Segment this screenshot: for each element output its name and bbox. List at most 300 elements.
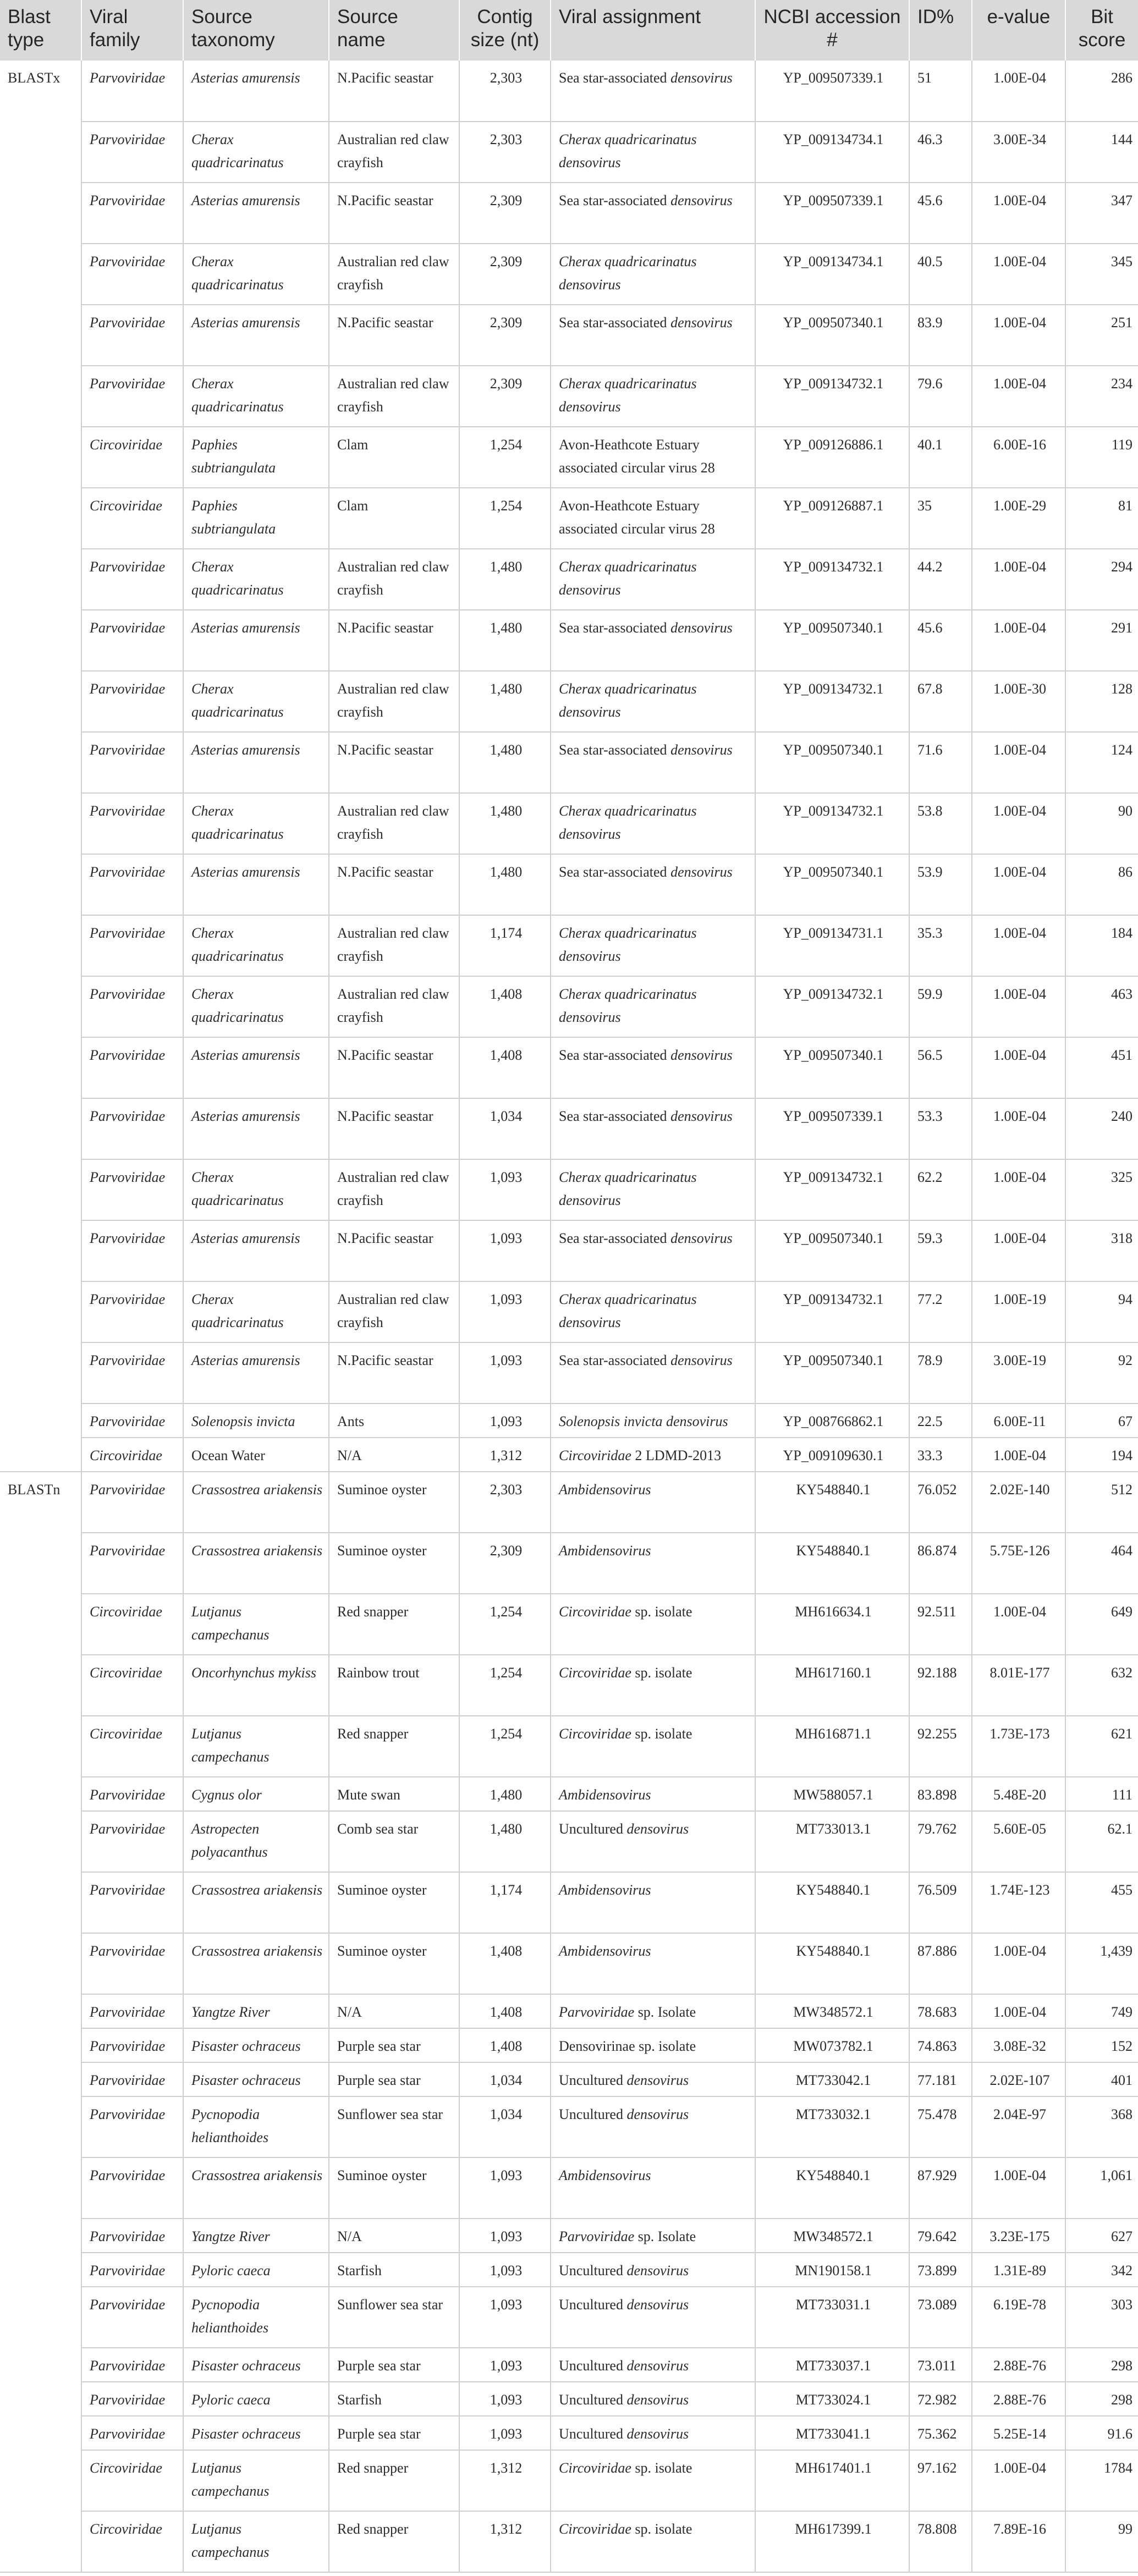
e-value-cell: 5.25E-14 <box>972 2416 1065 2450</box>
blast-type-cell <box>0 2382 81 2416</box>
viral-assignment-italic: densovirus <box>670 864 733 880</box>
table-row <box>0 1716 1138 1777</box>
table-row <box>0 2028 1138 2062</box>
table-row <box>0 183 1138 244</box>
viral-assignment-cell <box>551 427 755 488</box>
blast-type-cell <box>0 1811 81 1872</box>
source-taxonomy-cell: Asterias amurensis <box>183 1098 329 1159</box>
contig-size-cell: 2,309 <box>459 183 551 244</box>
ncbi-accession-cell: YP_009507340.1 <box>755 732 909 793</box>
source-name-cell: N.Pacific seastar <box>329 60 459 122</box>
source-taxonomy-cell: Cherax quadricarinatus <box>183 1281 329 1342</box>
e-value-cell: 2.88E-76 <box>972 2348 1065 2382</box>
e-value-cell: 1.00E-04 <box>972 915 1065 976</box>
blast-type-cell <box>0 1533 81 1594</box>
source-name-cell: Suminoe oyster <box>329 1933 459 1994</box>
contig-size-cell: 2,303 <box>459 122 551 183</box>
id-percent-cell: 77.181 <box>909 2062 972 2096</box>
bit-score-cell: 144 <box>1065 122 1138 183</box>
blast-type-cell <box>0 1403 81 1438</box>
blast-type-cell: BLASTn <box>8 1482 61 1498</box>
bit-score-cell: 128 <box>1065 671 1138 732</box>
contig-size-cell: 1,254 <box>459 1655 551 1716</box>
source-taxonomy-cell: Cherax quadricarinatus <box>183 366 329 427</box>
viral-assignment-cell <box>551 2028 755 2062</box>
id-percent-cell: 79.6 <box>909 366 972 427</box>
viral-assignment-italic: Cherax quadricarinatus densovirus <box>559 1291 697 1330</box>
table-row <box>0 671 1138 732</box>
e-value-cell: 1.00E-04 <box>972 2157 1065 2219</box>
ncbi-accession-cell: YP_009134734.1 <box>755 122 909 183</box>
contig-size-cell: 1,312 <box>459 2511 551 2572</box>
viral-assignment-cell <box>551 2096 755 2157</box>
bit-score-cell: 94 <box>1065 1281 1138 1342</box>
contig-size-cell: 2,303 <box>459 1472 551 1533</box>
blast-type-cell <box>0 183 81 244</box>
viral-assignment-text: Avon-Heathcote Estuary associated circular virus 28 <box>559 437 715 476</box>
blast-type-cell <box>0 1872 81 1933</box>
bit-score-cell: 90 <box>1065 793 1138 854</box>
table-row <box>0 549 1138 610</box>
source-name-cell: Red snapper <box>329 2511 459 2572</box>
source-name-cell: Australian red claw crayfish <box>329 793 459 854</box>
source-taxonomy-cell: Yangtze River <box>183 1994 329 2028</box>
viral-assignment-italic: Circoviridae <box>559 1665 631 1681</box>
table-row <box>0 1438 1138 1472</box>
source-name-cell: N.Pacific seastar <box>329 1037 459 1098</box>
viral-family-cell: Parvoviridae <box>81 2028 183 2062</box>
id-percent-cell: 53.9 <box>909 854 972 915</box>
bit-score-cell: 91.6 <box>1065 2416 1138 2450</box>
e-value-cell: 5.48E-20 <box>972 1777 1065 1811</box>
viral-family-cell: Circoviridae <box>81 2450 183 2511</box>
contig-size-cell: 1,312 <box>459 1438 551 1472</box>
contig-size-cell: 1,174 <box>459 915 551 976</box>
ncbi-accession-cell: YP_009507340.1 <box>755 610 909 671</box>
bit-score-cell: 251 <box>1065 305 1138 366</box>
id-percent-cell: 74.863 <box>909 2028 972 2062</box>
viral-assignment-italic: densovirus <box>670 315 733 331</box>
bit-score-cell: 286 <box>1065 60 1138 122</box>
source-name-cell: N.Pacific seastar <box>329 183 459 244</box>
source-taxonomy-cell: Asterias amurensis <box>183 60 329 122</box>
source-taxonomy-cell: Crassostrea ariakensis <box>183 2157 329 2219</box>
viral-assignment-text: Uncultured <box>559 2358 627 2374</box>
viral-assignment-cell <box>551 671 755 732</box>
source-name-cell: N.Pacific seastar <box>329 610 459 671</box>
viral-assignment-text: Uncultured <box>559 2263 627 2278</box>
id-percent-cell: 40.1 <box>909 427 972 488</box>
blast-type-cell <box>0 610 81 671</box>
source-taxonomy-cell: Asterias amurensis <box>183 854 329 915</box>
viral-assignment-cell <box>551 1594 755 1655</box>
viral-assignment-text: Sea star-associated <box>559 1352 671 1368</box>
contig-size-cell: 2,303 <box>459 60 551 122</box>
viral-family-cell: Circoviridae <box>81 1438 183 1472</box>
viral-assignment-text: Sea star-associated <box>559 742 671 758</box>
viral-assignment-italic: densovirus <box>626 2426 689 2442</box>
ncbi-accession-cell: KY548840.1 <box>755 1872 909 1933</box>
viral-assignment-cell <box>551 1438 755 1472</box>
viral-assignment-cell <box>551 732 755 793</box>
contig-size-cell: 1,093 <box>459 2219 551 2253</box>
ncbi-accession-cell: YP_008766862.1 <box>755 1403 909 1438</box>
viral-assignment-cell <box>551 2253 755 2287</box>
viral-assignment-text: Sea star-associated <box>559 620 671 636</box>
viral-assignment-cell <box>551 183 755 244</box>
viral-assignment-suffix: 2 LDMD-2013 <box>631 1447 722 1463</box>
id-percent-cell: 75.478 <box>909 2096 972 2157</box>
viral-assignment-text: Uncultured <box>559 1821 627 1837</box>
viral-family-cell: Parvoviridae <box>81 1872 183 1933</box>
blast-type-cell <box>0 1098 81 1159</box>
contig-size-cell: 1,093 <box>459 1342 551 1403</box>
ncbi-accession-cell: YP_009507340.1 <box>755 1220 909 1281</box>
contig-size-cell: 1,312 <box>459 2450 551 2511</box>
blast-type-cell <box>0 1594 81 1655</box>
source-name-cell: N.Pacific seastar <box>329 732 459 793</box>
contig-size-cell: 1,408 <box>459 2028 551 2062</box>
blast-type-cell <box>0 915 81 976</box>
contig-size-cell: 1,034 <box>459 1098 551 1159</box>
id-percent-cell: 72.982 <box>909 2382 972 2416</box>
blast-type-cell <box>0 2450 81 2511</box>
viral-assignment-cell <box>551 305 755 366</box>
source-taxonomy-cell: Cherax quadricarinatus <box>183 1159 329 1220</box>
id-percent-cell: 78.808 <box>909 2511 972 2572</box>
viral-family-cell: Parvoviridae <box>81 2382 183 2416</box>
contig-size-cell: 1,480 <box>459 854 551 915</box>
contig-size-cell: 1,480 <box>459 671 551 732</box>
ncbi-accession-cell: MT733024.1 <box>755 2382 909 2416</box>
header-id-percent: ID% <box>909 0 972 60</box>
header-source-name: Source name <box>329 0 459 60</box>
id-percent-cell: 92.188 <box>909 1655 972 1716</box>
id-percent-cell: 97.162 <box>909 2450 972 2511</box>
blast-type-cell <box>0 1281 81 1342</box>
viral-family-cell: Parvoviridae <box>81 2219 183 2253</box>
bit-score-cell: 512 <box>1065 1472 1138 1533</box>
blast-type-cell <box>0 1994 81 2028</box>
header-ncbi-accession: NCBI accession # <box>755 0 909 60</box>
source-taxonomy-cell: Lutjanus campechanus <box>183 1716 329 1777</box>
bit-score-cell: 1,061 <box>1065 2157 1138 2219</box>
source-taxonomy-cell: Crassostrea ariakensis <box>183 1472 329 1533</box>
ncbi-accession-cell: MT733013.1 <box>755 1811 909 1872</box>
viral-assignment-italic: densovirus <box>626 2263 689 2278</box>
e-value-cell: 1.00E-04 <box>972 60 1065 122</box>
source-name-cell: Suminoe oyster <box>329 1533 459 1594</box>
header-source-taxonomy: Source taxonomy <box>183 0 329 60</box>
source-taxonomy-cell: Ocean Water <box>183 1438 329 1472</box>
viral-assignment-cell <box>551 1342 755 1403</box>
viral-assignment-text: Uncultured <box>559 2106 627 2122</box>
header-contig-size: Contig size (nt) <box>459 0 551 60</box>
source-name-cell: N.Pacific seastar <box>329 1098 459 1159</box>
e-value-cell: 1.00E-04 <box>972 1594 1065 1655</box>
e-value-cell: 3.23E-175 <box>972 2219 1065 2253</box>
viral-assignment-cell <box>551 1655 755 1716</box>
source-name-cell: Red snapper <box>329 1594 459 1655</box>
blast-type-cell <box>0 1777 81 1811</box>
id-percent-cell: 92.255 <box>909 1716 972 1777</box>
blast-type-cell <box>0 2028 81 2062</box>
table-row <box>0 1533 1138 1594</box>
e-value-cell: 5.75E-126 <box>972 1533 1065 1594</box>
e-value-cell: 1.00E-04 <box>972 244 1065 305</box>
e-value-cell: 2.02E-140 <box>972 1472 1065 1533</box>
source-name-cell: Australian red claw crayfish <box>329 122 459 183</box>
viral-family-cell: Parvoviridae <box>81 2287 183 2348</box>
viral-assignment-italic: densovirus <box>670 1047 733 1063</box>
source-taxonomy-cell: Cherax quadricarinatus <box>183 122 329 183</box>
viral-family-cell: Parvoviridae <box>81 305 183 366</box>
source-name-cell: N.Pacific seastar <box>329 305 459 366</box>
blast-type-cell <box>0 732 81 793</box>
id-percent-cell: 73.089 <box>909 2287 972 2348</box>
viral-assignment-italic: Cherax quadricarinatus densovirus <box>559 376 697 415</box>
viral-assignment-italic: densovirus <box>670 1230 733 1246</box>
source-taxonomy-cell: Lutjanus campechanus <box>183 2511 329 2572</box>
viral-family-cell: Parvoviridae <box>81 2416 183 2450</box>
contig-size-cell: 1,093 <box>459 2253 551 2287</box>
table-row <box>0 2287 1138 2348</box>
source-taxonomy-cell: Pisaster ochraceus <box>183 2062 329 2096</box>
blast-type-cell <box>0 1220 81 1281</box>
bit-score-cell: 81 <box>1065 488 1138 549</box>
source-name-cell: Purple sea star <box>329 2416 459 2450</box>
e-value-cell: 3.00E-34 <box>972 122 1065 183</box>
viral-assignment-cell <box>551 1872 755 1933</box>
blast-type-cell <box>0 1933 81 1994</box>
viral-assignment-cell <box>551 2287 755 2348</box>
id-percent-cell: 45.6 <box>909 183 972 244</box>
blast-type-cell <box>0 427 81 488</box>
viral-family-cell: Parvoviridae <box>81 1037 183 1098</box>
bit-score-cell: 368 <box>1065 2096 1138 2157</box>
ncbi-accession-cell: YP_009507340.1 <box>755 305 909 366</box>
viral-assignment-cell <box>551 488 755 549</box>
viral-family-cell: Parvoviridae <box>81 2062 183 2096</box>
id-percent-cell: 56.5 <box>909 1037 972 1098</box>
blast-type-cell <box>0 488 81 549</box>
id-percent-cell: 62.2 <box>909 1159 972 1220</box>
ncbi-accession-cell: MH617401.1 <box>755 2450 909 2511</box>
source-taxonomy-cell: Asterias amurensis <box>183 1037 329 1098</box>
table-row <box>0 1098 1138 1159</box>
viral-assignment-cell <box>551 2450 755 2511</box>
table-row <box>0 2511 1138 2572</box>
blast-type-cell <box>0 2219 81 2253</box>
viral-assignment-cell <box>551 1777 755 1811</box>
blast-type-cell <box>0 305 81 366</box>
table-row <box>0 1872 1138 1933</box>
contig-size-cell: 1,093 <box>459 2348 551 2382</box>
contig-size-cell: 1,254 <box>459 488 551 549</box>
viral-family-cell: Parvoviridae <box>81 976 183 1037</box>
table-row <box>0 1281 1138 1342</box>
blast-type-cell <box>0 671 81 732</box>
source-name-cell: Clam <box>329 427 459 488</box>
id-percent-cell: 83.9 <box>909 305 972 366</box>
e-value-cell: 1.00E-04 <box>972 1438 1065 1472</box>
viral-family-cell: Parvoviridae <box>81 1994 183 2028</box>
source-taxonomy-cell: Crassostrea ariakensis <box>183 1872 329 1933</box>
viral-assignment-suffix: sp. isolate <box>631 2521 692 2537</box>
source-taxonomy-cell: Asterias amurensis <box>183 610 329 671</box>
source-name-cell: Australian red claw crayfish <box>329 1281 459 1342</box>
ncbi-accession-cell: YP_009507339.1 <box>755 1098 909 1159</box>
bit-score-cell: 1,439 <box>1065 1933 1138 1994</box>
source-taxonomy-cell: Cherax quadricarinatus <box>183 915 329 976</box>
table-row <box>0 2348 1138 2382</box>
bit-score-cell: 86 <box>1065 854 1138 915</box>
viral-assignment-italic: densovirus <box>626 2392 689 2408</box>
header-e-value: e-value <box>972 0 1065 60</box>
source-taxonomy-cell: Pisaster ochraceus <box>183 2348 329 2382</box>
source-taxonomy-cell: Asterias amurensis <box>183 732 329 793</box>
blast-type-cell <box>0 1716 81 1777</box>
viral-assignment-cell <box>551 854 755 915</box>
viral-assignment-cell <box>551 2382 755 2416</box>
viral-family-cell: Parvoviridae <box>81 793 183 854</box>
source-taxonomy-cell: Solenopsis invicta <box>183 1403 329 1438</box>
source-taxonomy-cell: Asterias amurensis <box>183 183 329 244</box>
e-value-cell: 1.00E-19 <box>972 1281 1065 1342</box>
source-taxonomy-cell: Cherax quadricarinatus <box>183 976 329 1037</box>
ncbi-accession-cell: MN190158.1 <box>755 2253 909 2287</box>
viral-assignment-cell <box>551 2062 755 2096</box>
id-percent-cell: 67.8 <box>909 671 972 732</box>
id-percent-cell: 44.2 <box>909 549 972 610</box>
id-percent-cell: 73.011 <box>909 2348 972 2382</box>
bit-score-cell: 62.1 <box>1065 1811 1138 1872</box>
ncbi-accession-cell: MH616634.1 <box>755 1594 909 1655</box>
source-taxonomy-cell: Lutjanus campechanus <box>183 1594 329 1655</box>
e-value-cell: 1.00E-30 <box>972 671 1065 732</box>
table-row <box>0 488 1138 549</box>
contig-size-cell: 2,309 <box>459 366 551 427</box>
viral-family-cell: Circoviridae <box>81 1594 183 1655</box>
table-row <box>0 732 1138 793</box>
source-taxonomy-cell: Pycnopodia helianthoides <box>183 2287 329 2348</box>
ncbi-accession-cell: YP_009507339.1 <box>755 60 909 122</box>
viral-family-cell: Parvoviridae <box>81 60 183 122</box>
viral-family-cell: Circoviridae <box>81 2511 183 2572</box>
source-taxonomy-cell: Paphies subtriangulata <box>183 427 329 488</box>
ncbi-accession-cell: MW588057.1 <box>755 1777 909 1811</box>
source-name-cell: Starfish <box>329 2253 459 2287</box>
bit-score-cell: 1784 <box>1065 2450 1138 2511</box>
viral-assignment-italic: Ambidensovirus <box>559 1882 651 1898</box>
source-name-cell: Purple sea star <box>329 2028 459 2062</box>
viral-assignment-cell <box>551 549 755 610</box>
contig-size-cell: 2,309 <box>459 244 551 305</box>
viral-assignment-italic: Cherax quadricarinatus densovirus <box>559 559 697 598</box>
id-percent-cell: 78.683 <box>909 1994 972 2028</box>
viral-family-cell: Parvoviridae <box>81 1342 183 1403</box>
source-name-cell: Red snapper <box>329 1716 459 1777</box>
e-value-cell: 1.00E-04 <box>972 976 1065 1037</box>
blast-type-cell <box>0 244 81 305</box>
table-row <box>0 1777 1138 1811</box>
viral-family-cell: Parvoviridae <box>81 1220 183 1281</box>
contig-size-cell: 1,093 <box>459 1403 551 1438</box>
viral-assignment-cell <box>551 1037 755 1098</box>
viral-family-cell: Parvoviridae <box>81 2096 183 2157</box>
viral-assignment-italic: Parvoviridae <box>559 2004 635 2020</box>
viral-assignment-cell <box>551 1933 755 1994</box>
viral-assignment-italic: Circoviridae <box>559 2521 631 2537</box>
viral-assignment-text: Uncultured <box>559 2392 627 2408</box>
e-value-cell: 1.74E-123 <box>972 1872 1065 1933</box>
viral-assignment-italic: Cherax quadricarinatus densovirus <box>559 925 697 964</box>
id-percent-cell: 79.762 <box>909 1811 972 1872</box>
viral-assignment-italic: densovirus <box>626 2297 689 2313</box>
source-taxonomy-cell: Paphies subtriangulata <box>183 488 329 549</box>
e-value-cell: 8.01E-177 <box>972 1655 1065 1716</box>
viral-assignment-italic: Circoviridae <box>559 1447 631 1463</box>
source-taxonomy-cell: Lutjanus campechanus <box>183 2450 329 2511</box>
ncbi-accession-cell: MT733031.1 <box>755 2287 909 2348</box>
contig-size-cell: 1,408 <box>459 1037 551 1098</box>
viral-assignment-suffix: sp. isolate <box>631 1604 692 1620</box>
viral-assignment-cell <box>551 60 755 122</box>
ncbi-accession-cell: YP_009507340.1 <box>755 854 909 915</box>
viral-assignment-cell <box>551 244 755 305</box>
ncbi-accession-cell: YP_009507339.1 <box>755 183 909 244</box>
ncbi-accession-cell: YP_009134732.1 <box>755 1159 909 1220</box>
ncbi-accession-cell: MH617399.1 <box>755 2511 909 2572</box>
table-row <box>0 1655 1138 1716</box>
id-percent-cell: 59.3 <box>909 1220 972 1281</box>
contig-size-cell: 1,254 <box>459 1716 551 1777</box>
table-row <box>0 1342 1138 1403</box>
ncbi-accession-cell: YP_009126886.1 <box>755 427 909 488</box>
ncbi-accession-cell: MT733042.1 <box>755 2062 909 2096</box>
e-value-cell: 1.00E-29 <box>972 488 1065 549</box>
contig-size-cell: 1,093 <box>459 2157 551 2219</box>
contig-size-cell: 2,309 <box>459 1533 551 1594</box>
source-taxonomy-cell: Cygnus olor <box>183 1777 329 1811</box>
bit-score-cell: 240 <box>1065 1098 1138 1159</box>
table-row <box>0 2219 1138 2253</box>
id-percent-cell: 22.5 <box>909 1403 972 1438</box>
id-percent-cell: 45.6 <box>909 610 972 671</box>
source-name-cell: Comb sea star <box>329 1811 459 1872</box>
source-name-cell: N.Pacific seastar <box>329 1220 459 1281</box>
source-taxonomy-cell: Crassostrea ariakensis <box>183 1533 329 1594</box>
blast-type-cell <box>0 2157 81 2219</box>
bit-score-cell: 92 <box>1065 1342 1138 1403</box>
blast-type-cell <box>0 2416 81 2450</box>
viral-assignment-cell <box>551 2348 755 2382</box>
viral-assignment-italic: Circoviridae <box>559 2460 631 2476</box>
table-row <box>0 854 1138 915</box>
source-name-cell: Red snapper <box>329 2450 459 2511</box>
table-row <box>0 915 1138 976</box>
contig-size-cell: 1,480 <box>459 793 551 854</box>
viral-family-cell: Parvoviridae <box>81 2348 183 2382</box>
viral-assignment-italic: Ambidensovirus <box>559 1543 651 1559</box>
table-row <box>0 1994 1138 2028</box>
viral-family-cell: Parvoviridae <box>81 732 183 793</box>
viral-assignment-text: Sea star-associated <box>559 1230 671 1246</box>
bit-score-cell: 294 <box>1065 549 1138 610</box>
viral-assignment-italic: Cherax quadricarinatus densovirus <box>559 254 697 293</box>
viral-assignment-italic: Cherax quadricarinatus densovirus <box>559 986 697 1025</box>
ncbi-accession-cell: YP_009507340.1 <box>755 1342 909 1403</box>
